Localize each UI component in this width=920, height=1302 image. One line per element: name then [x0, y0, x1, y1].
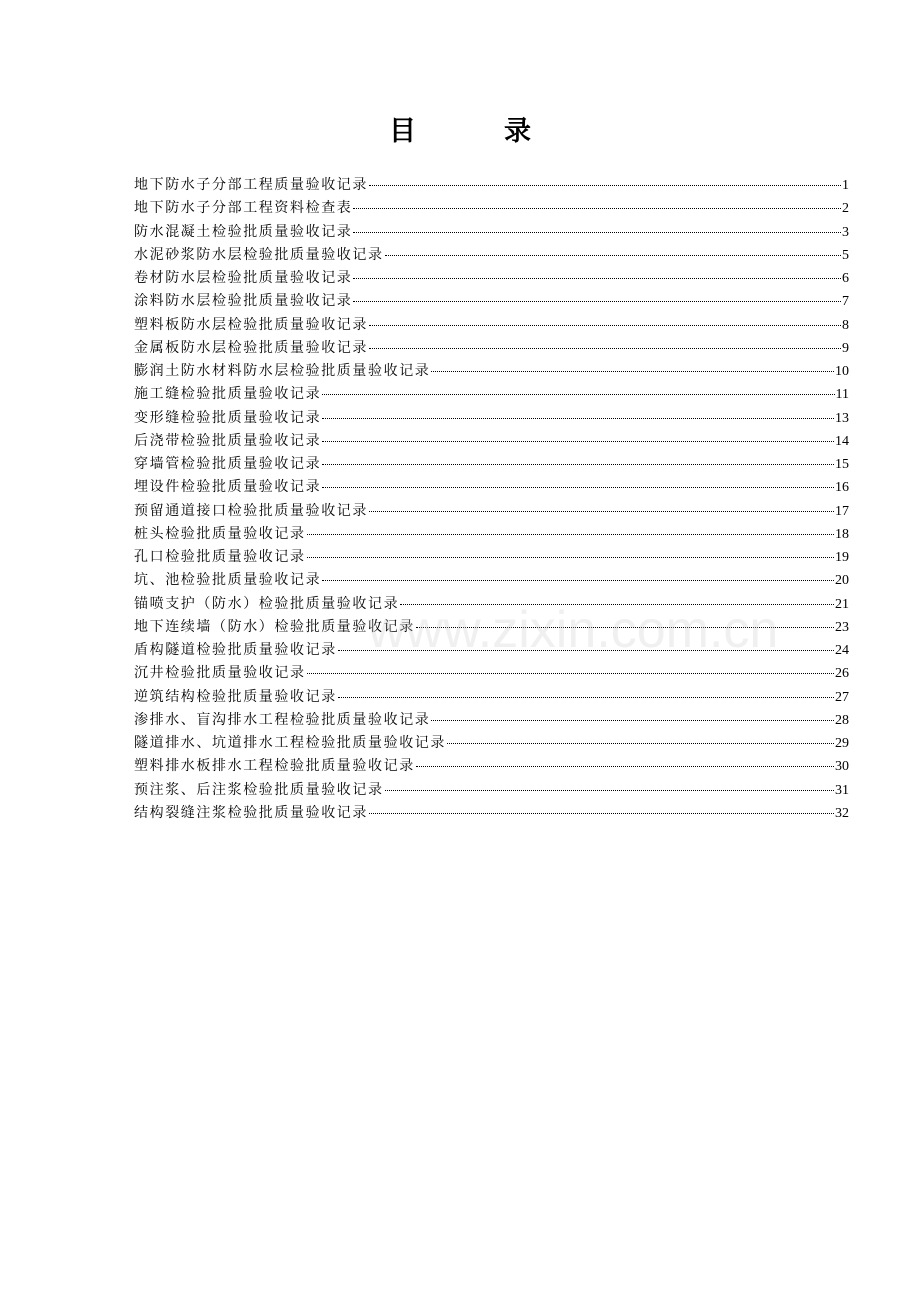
toc-leader-dots — [338, 650, 834, 651]
toc-entry-label: 盾构隧道检验批质量验收记录 — [134, 642, 337, 658]
toc-entry-page-number: 8 — [842, 317, 849, 333]
toc-entry-page-number: 10 — [835, 364, 849, 379]
toc-entry-page-number: 30 — [835, 759, 849, 775]
toc-entry-page-number: 28 — [835, 712, 849, 728]
toc-entry-page-number: 15 — [835, 457, 849, 472]
toc-entry[interactable] — [134, 802, 849, 825]
toc-entry-page-number: 19 — [835, 550, 849, 565]
toc-entry-label: 逆筑结构检验批质量验收记录 — [134, 688, 337, 705]
toc-entry-page-number: 27 — [835, 689, 849, 705]
toc-entry-label: 膨润土防水材料防水层检验批质量验收记录 — [134, 363, 431, 379]
toc-entry[interactable] — [134, 360, 849, 383]
toc-leader-dots — [322, 418, 834, 419]
toc-entry-label: 结构裂缝注浆检验批质量验收记录 — [134, 804, 368, 821]
toc-entry-label: 预注浆、后注浆检验批质量验收记录 — [134, 781, 384, 798]
toc-entry-label: 穿墙管检验批质量验收记录 — [134, 456, 322, 472]
toc-entry-label: 变形缝检验批质量验收记录 — [134, 409, 322, 426]
toc-entry-label: 隧道排水、坑道排水工程检验批质量验收记录 — [134, 735, 446, 751]
toc-entry[interactable] — [134, 244, 849, 267]
toc-entry[interactable] — [134, 476, 849, 499]
toc-entry-label: 卷材防水层检验批质量验收记录 — [134, 270, 353, 286]
toc-leader-dots — [322, 580, 834, 581]
toc-leader-dots — [353, 301, 841, 302]
toc-entry[interactable] — [134, 662, 849, 685]
title-char-1: 目 — [389, 116, 416, 147]
toc-entry-label: 埋设件检验批质量验收记录 — [134, 479, 322, 496]
toc-entry-page-number: 16 — [835, 480, 849, 496]
toc-entry[interactable] — [134, 221, 849, 244]
toc-entry[interactable] — [134, 639, 849, 662]
toc-entry[interactable] — [134, 453, 849, 476]
toc-entry[interactable] — [134, 616, 849, 639]
toc-entry-page-number: 20 — [835, 573, 849, 589]
toc-entry[interactable] — [134, 430, 849, 453]
toc-entry-page-number: 1 — [842, 178, 849, 193]
toc-entry[interactable] — [134, 500, 849, 523]
toc-entry[interactable] — [134, 267, 849, 290]
toc-entry-label: 沉井检验批质量验收记录 — [134, 665, 306, 682]
toc-entry[interactable] — [134, 755, 849, 778]
toc-entry[interactable] — [134, 546, 849, 569]
table-of-contents — [134, 174, 849, 825]
toc-leader-dots — [369, 325, 841, 326]
toc-entry[interactable] — [134, 407, 849, 430]
toc-leader-dots — [369, 511, 834, 512]
toc-leader-dots — [431, 720, 834, 721]
toc-leader-dots — [369, 813, 834, 814]
toc-entry-page-number: 32 — [835, 805, 849, 821]
toc-entry-page-number: 26 — [835, 666, 849, 682]
toc-entry-label: 坑、池检验批质量验收记录 — [134, 572, 322, 589]
toc-entry-page-number: 23 — [835, 619, 849, 635]
toc-entry-page-number: 21 — [835, 596, 849, 612]
toc-entry-page-number: 31 — [835, 782, 849, 798]
toc-entry-label: 桩头检验批质量验收记录 — [134, 525, 306, 542]
toc-entry[interactable] — [134, 290, 849, 313]
toc-leader-dots — [416, 627, 834, 628]
page-title — [0, 112, 920, 152]
toc-entry-page-number: 3 — [842, 224, 849, 240]
toc-leader-dots — [322, 441, 834, 442]
toc-leader-dots — [322, 487, 834, 488]
toc-leader-dots — [322, 394, 834, 395]
toc-entry-page-number: 5 — [842, 247, 849, 263]
toc-leader-dots — [322, 464, 834, 465]
toc-leader-dots — [369, 348, 841, 349]
toc-entry-page-number: 9 — [842, 340, 849, 356]
toc-leader-dots — [307, 557, 834, 558]
toc-entry[interactable] — [134, 314, 849, 337]
toc-entry-page-number: 14 — [835, 433, 849, 449]
toc-entry-label: 地下防水子分部工程资料检查表 — [134, 200, 353, 217]
toc-entry-label: 金属板防水层检验批质量验收记录 — [134, 339, 368, 356]
toc-leader-dots — [307, 673, 834, 674]
toc-entry[interactable] — [134, 383, 849, 406]
toc-entry[interactable] — [134, 709, 849, 732]
toc-entry[interactable] — [134, 732, 849, 755]
toc-entry-label: 地下连续墙（防水）检验批质量验收记录 — [134, 618, 415, 635]
toc-entry[interactable] — [134, 174, 849, 197]
toc-entry[interactable] — [134, 197, 849, 220]
title-char-2: 录 — [504, 116, 531, 147]
toc-entry-page-number: 24 — [835, 643, 849, 658]
toc-entry[interactable] — [134, 686, 849, 709]
toc-entry-label: 施工缝检验批质量验收记录 — [134, 386, 322, 403]
toc-entry[interactable] — [134, 593, 849, 616]
toc-entry-label: 后浇带检验批质量验收记录 — [134, 432, 322, 449]
toc-leader-dots — [338, 697, 834, 698]
toc-leader-dots — [416, 766, 834, 767]
toc-entry-label: 防水混凝土检验批质量验收记录 — [134, 223, 353, 240]
toc-entry-label: 塑料排水板排水工程检验批质量验收记录 — [134, 758, 415, 775]
toc-entry[interactable] — [134, 779, 849, 802]
toc-leader-dots — [385, 255, 841, 256]
toc-entry-page-number: 7 — [842, 294, 849, 310]
toc-leader-dots — [400, 604, 834, 605]
toc-leader-dots — [369, 185, 841, 186]
watermark: www.zixin.com.cn — [368, 601, 779, 659]
toc-entry-label: 孔口检验批质量验收记录 — [134, 549, 306, 565]
toc-entry-page-number: 17 — [835, 503, 849, 519]
toc-leader-dots — [385, 790, 834, 791]
toc-entry-page-number: 2 — [842, 201, 849, 217]
toc-entry-label: 锚喷支护（防水）检验批质量验收记录 — [134, 595, 400, 612]
toc-leader-dots — [431, 371, 834, 372]
toc-entry[interactable] — [134, 337, 849, 360]
toc-entry-label: 预留通道接口检验批质量验收记录 — [134, 502, 368, 519]
toc-entry-page-number: 18 — [835, 526, 849, 542]
toc-leader-dots — [353, 208, 841, 209]
toc-entry-label: 地下防水子分部工程质量验收记录 — [134, 177, 368, 193]
toc-entry-label: 渗排水、盲沟排水工程检验批质量验收记录 — [134, 711, 431, 728]
toc-entry-label: 水泥砂浆防水层检验批质量验收记录 — [134, 246, 384, 263]
toc-leader-dots — [447, 743, 834, 744]
toc-leader-dots — [307, 534, 834, 535]
toc-leader-dots — [353, 232, 841, 233]
toc-entry-label: 塑料板防水层检验批质量验收记录 — [134, 316, 368, 333]
toc-entry-page-number: 11 — [835, 387, 849, 403]
toc-entry-page-number: 29 — [835, 736, 849, 751]
toc-entry[interactable] — [134, 569, 849, 592]
toc-leader-dots — [353, 278, 841, 279]
toc-entry-page-number: 13 — [835, 410, 849, 426]
toc-entry-label: 涂料防水层检验批质量验收记录 — [134, 293, 353, 310]
toc-entry[interactable] — [134, 523, 849, 546]
toc-entry-page-number: 6 — [842, 271, 849, 286]
